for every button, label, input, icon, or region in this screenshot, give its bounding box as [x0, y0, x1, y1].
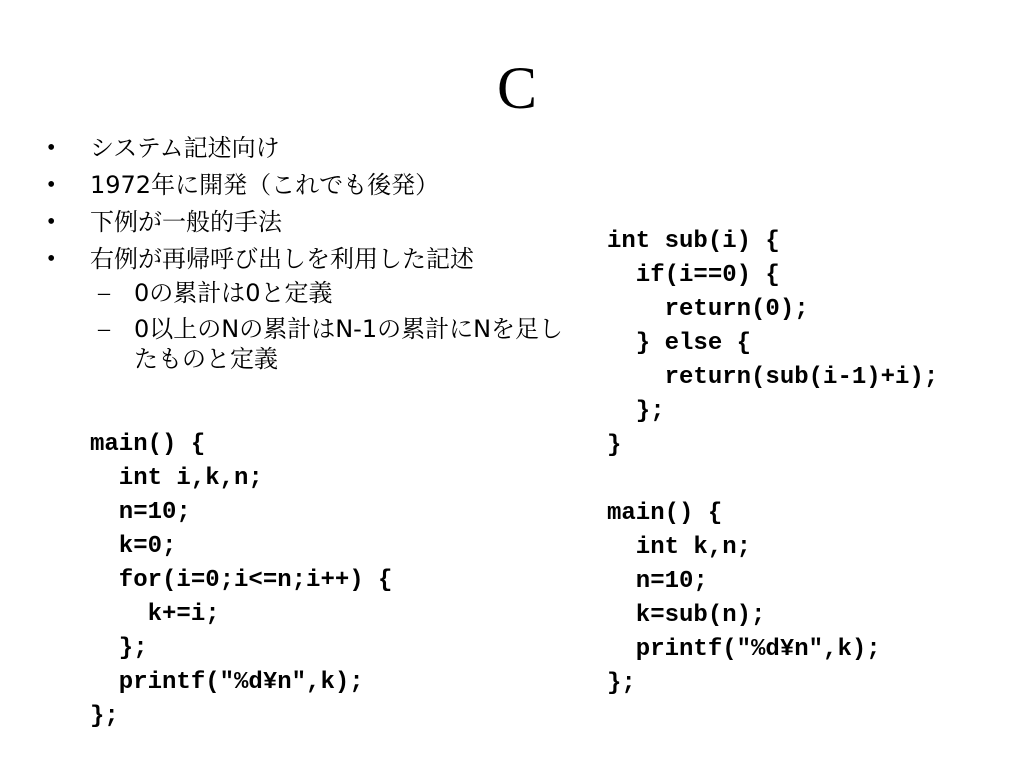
code-line: int sub(i) {: [607, 228, 780, 255]
slide-title: C: [496, 55, 538, 121]
bullet-item: [40, 130, 580, 167]
code-line: if(i==0) {: [607, 262, 780, 289]
bullet-text: 1972年に開発（これでも後発）: [90, 171, 440, 199]
code-line: printf("%d¥n",k);: [607, 636, 881, 663]
bullet-item: [40, 241, 580, 278]
code-line: };: [90, 703, 119, 730]
code-line: k+=i;: [90, 601, 220, 628]
bullet-marker: •: [47, 172, 56, 198]
code-line: } else {: [607, 330, 752, 357]
bullet-list: [40, 130, 580, 380]
code-line: k=sub(n);: [607, 602, 766, 629]
bullet-item: [40, 204, 580, 241]
sub-bullet-item: [40, 278, 580, 308]
code-block-recursive-main: [607, 497, 881, 701]
code-line: n=10;: [607, 568, 708, 595]
sub-bullet-item: [40, 314, 584, 374]
bullet-marker: •: [47, 135, 56, 161]
code-line: int k,n;: [607, 534, 752, 561]
bullet-marker: •: [47, 246, 56, 272]
code-line: int i,k,n;: [90, 465, 263, 492]
code-line: for(i=0;i<=n;i++) {: [90, 567, 393, 594]
bullet-text: 下例が一般的手法: [90, 208, 282, 236]
code-line: };: [607, 398, 665, 425]
code-line: main() {: [90, 431, 206, 458]
sub-bullet-text: 0以上のNの累計はN-1の累計にNを足したものと定義: [134, 315, 564, 373]
code-line: k=0;: [90, 533, 177, 560]
code-line: return(0);: [607, 296, 809, 323]
code-block-recursive-function: [607, 225, 938, 463]
code-line: printf("%d¥n",k);: [90, 669, 364, 696]
code-line: return(sub(i-1)+i);: [607, 364, 939, 391]
code-line: }: [607, 432, 622, 459]
code-line: main() {: [607, 500, 723, 527]
sub-bullet-text: 0の累計は0と定義: [134, 279, 333, 307]
code-line: };: [90, 635, 148, 662]
bullet-marker: •: [47, 209, 56, 235]
code-line: };: [607, 670, 636, 697]
bullet-text: 右例が再帰呼び出しを利用した記述: [90, 245, 474, 273]
sub-bullet-marker: –: [98, 280, 110, 306]
sub-bullet-marker: –: [98, 316, 110, 342]
bullet-text: システム記述向け: [90, 134, 280, 162]
code-line: n=10;: [90, 499, 191, 526]
bullet-item: [40, 167, 580, 204]
code-block-iterative: [90, 428, 392, 734]
